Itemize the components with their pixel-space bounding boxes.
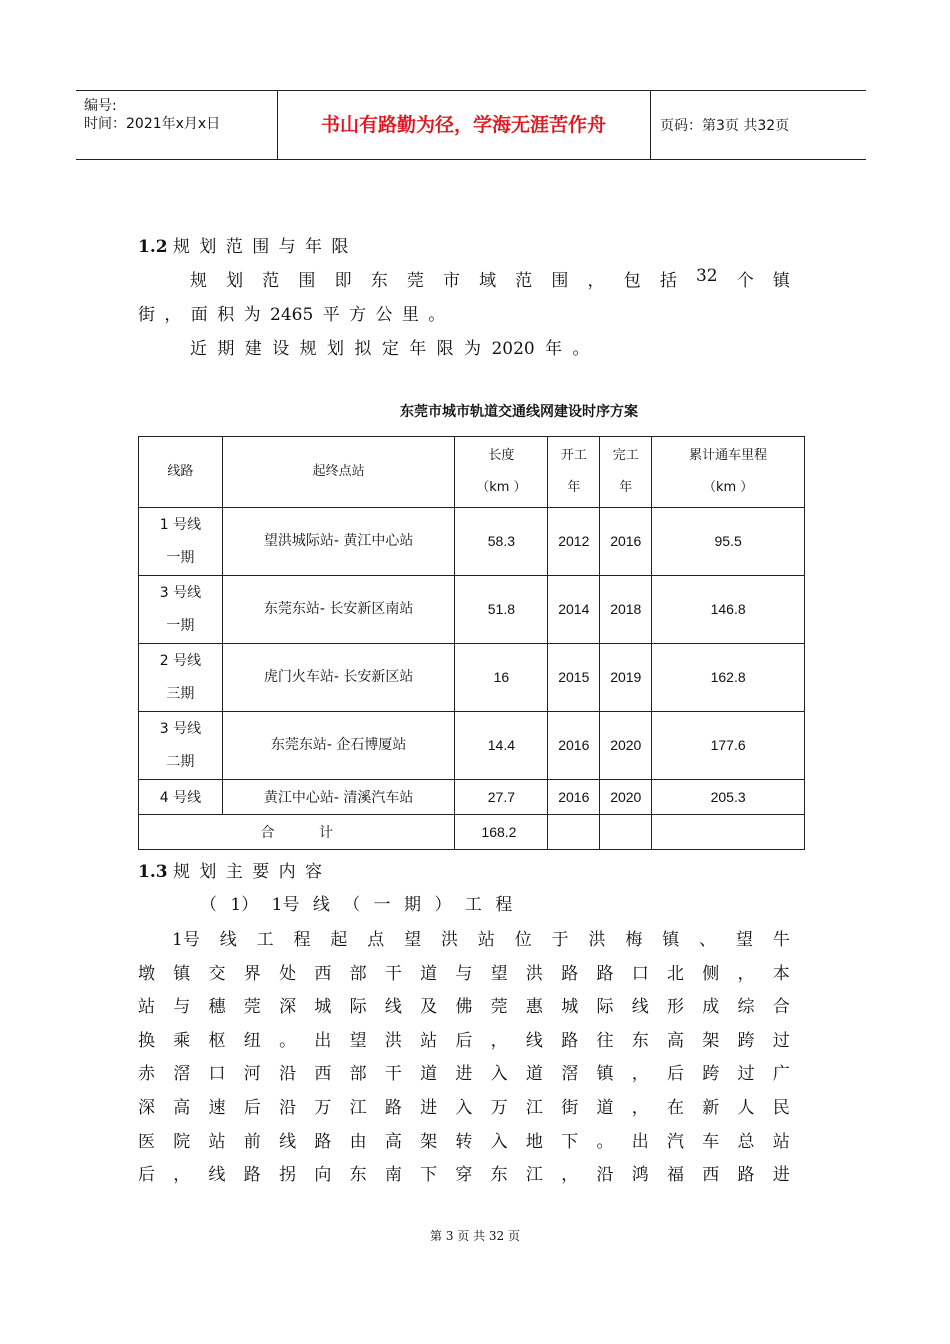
text-char: 镇 [662, 930, 680, 950]
text-char: 线 [208, 1165, 226, 1186]
line-name: 3 号线 [159, 584, 202, 601]
text-char: 、 [699, 930, 717, 950]
text-char: 穗 [208, 997, 226, 1018]
table-row [139, 576, 805, 644]
cell-length: 58.3 [455, 508, 548, 576]
table-header-row [139, 437, 805, 508]
text-char: 城 [314, 997, 332, 1018]
text-char: 江 [349, 1098, 367, 1118]
text-char: 即 [334, 271, 352, 291]
cell-end: 2016 [600, 508, 652, 576]
text-char: 线 [525, 1030, 543, 1051]
table-row [139, 644, 805, 712]
text-char: 进 [420, 1098, 438, 1118]
text-char: 路 [314, 1131, 332, 1152]
section-1-2-heading [138, 232, 350, 257]
cell-total-length: 168.2 [455, 815, 548, 850]
text-char: 下 [561, 1131, 579, 1152]
text-char: 32 [695, 266, 718, 286]
text-char: 出 [314, 1030, 332, 1051]
text-char: 穿 [455, 1165, 473, 1186]
text-char: 拐 [279, 1165, 297, 1186]
text-char: 道 [596, 1098, 614, 1118]
text-char: 赤 [138, 1064, 155, 1085]
text-char: 望 [349, 1030, 367, 1051]
text-char: 1号 [172, 930, 200, 950]
header-length-line2: （km ） [476, 480, 527, 495]
text-char: 转 [455, 1131, 473, 1152]
text-char: 纽 [243, 1030, 261, 1051]
line-phase: 三期 [166, 685, 195, 702]
cell-end: 2019 [600, 644, 652, 712]
body-line [138, 1093, 790, 1118]
header-end-year [600, 437, 652, 508]
table-row [139, 780, 805, 815]
text-char: 站 [138, 997, 155, 1018]
cell-end: 2018 [600, 576, 652, 644]
body-line [172, 925, 790, 950]
text-char: 进 [455, 1064, 473, 1085]
text-char: 前 [243, 1131, 261, 1152]
text-char: 惠 [525, 997, 543, 1018]
construction-schedule-table [138, 436, 805, 850]
header-start-year [548, 437, 600, 508]
cell-cumulative: 177.6 [652, 712, 805, 780]
text-char: 莞 [406, 271, 424, 291]
text-char: 部 [349, 1064, 367, 1085]
text-char: 入 [490, 1064, 508, 1085]
paragraph-year-limit: 近 期 建 设 规 划 拟 定 年 限 为 2020 年 。 [190, 339, 590, 359]
text-char: 望 [735, 930, 753, 950]
text-char: 线 [631, 997, 649, 1018]
header-start-line1: 开工 [560, 448, 587, 463]
text-char: 点 [367, 930, 385, 950]
text-char: 洪 [588, 930, 606, 950]
text-char: 佛 [455, 997, 473, 1018]
body-line [138, 1059, 790, 1084]
text-char: 括 [659, 271, 677, 291]
cell-empty [548, 815, 600, 850]
text-char: 东 [370, 271, 388, 291]
cell-line [139, 508, 223, 576]
text-char: ， [737, 963, 755, 984]
text-char: 莞 [243, 997, 261, 1018]
text-char: 合 [772, 997, 790, 1018]
cell-line [139, 576, 223, 644]
cell-length: 51.8 [455, 576, 548, 644]
text-char: 由 [349, 1131, 367, 1152]
text-char: 规 [190, 271, 207, 291]
text-char: 地 [525, 1131, 543, 1152]
header-page-info: 页码：第3页 共32页 [660, 118, 790, 134]
header-line: 线路 [139, 437, 223, 508]
cell-stations: 黄江中心站- 清溪汽车站 [222, 780, 455, 815]
line-name: 1 号线 [159, 516, 202, 533]
text-char: 洪 [384, 1030, 402, 1051]
text-char: 江 [525, 1098, 543, 1118]
text-char: 墩 [138, 963, 155, 984]
cell-line: 4 号线 [139, 780, 223, 815]
cell-line [139, 644, 223, 712]
text-char: 牛 [772, 930, 790, 950]
text-char: ， [587, 271, 605, 291]
text-char: 速 [208, 1098, 226, 1118]
text-char: ， [561, 1165, 579, 1186]
body-line [138, 959, 790, 984]
text-char: 起 [330, 930, 348, 950]
table-row [139, 712, 805, 780]
text-char: 梅 [625, 930, 643, 950]
text-char: ， [631, 1064, 649, 1085]
section-1-3-heading [138, 857, 324, 882]
cell-start: 2016 [548, 712, 600, 780]
text-char: 人 [737, 1098, 755, 1118]
line-phase: 二期 [166, 753, 195, 770]
text-char: 东 [631, 1030, 649, 1051]
text-char: 道 [525, 1064, 543, 1085]
text-char: 线 [384, 997, 402, 1018]
text-char: 与 [173, 997, 191, 1018]
header-motto: 书山有路勤为径，学海无涯苦作舟 [277, 91, 651, 159]
header-end-line1: 完工 [612, 448, 639, 463]
text-char: 干 [384, 1064, 402, 1085]
body-line [138, 1160, 790, 1185]
text-char: 干 [384, 963, 402, 984]
text-char: 汽 [666, 1131, 684, 1152]
text-char: 院 [173, 1131, 191, 1152]
body-line [138, 992, 790, 1017]
cell-length: 16 [455, 644, 548, 712]
text-char: 沿 [596, 1165, 614, 1186]
text-char: 后 [455, 1030, 473, 1051]
text-char: 位 [514, 930, 532, 950]
text-char: 口 [208, 1064, 226, 1085]
text-char: 跨 [702, 1064, 720, 1085]
text-char: 成 [702, 997, 720, 1018]
table-caption: 东莞市城市轨道交通线网建设时序方案 [400, 404, 638, 420]
text-char: 万 [314, 1098, 332, 1118]
cell-total-label: 合 计 [139, 815, 455, 850]
text-char: 望 [404, 930, 422, 950]
text-char: 市 [442, 271, 460, 291]
text-char: 河 [243, 1064, 261, 1085]
cell-line [139, 712, 223, 780]
text-char: 本 [772, 963, 790, 984]
text-char: 往 [596, 1030, 614, 1051]
text-char: 包 [623, 271, 641, 291]
text-char: 万 [490, 1098, 508, 1118]
text-char: 路 [596, 963, 614, 984]
cell-empty [600, 815, 652, 850]
line-name: 3 号线 [159, 720, 202, 737]
text-char: 架 [420, 1131, 438, 1152]
cell-stations: 东莞东站- 企石博厦站 [222, 712, 455, 780]
text-char: 医 [138, 1131, 155, 1152]
header-length-line1: 长度 [488, 448, 515, 463]
text-char: 架 [702, 1030, 720, 1051]
paragraph-scope-line-2: 街 ， 面 积 为 2465 平 方 公 里 。 [138, 305, 446, 325]
cell-cumulative: 146.8 [652, 576, 805, 644]
text-char: 域 [479, 271, 497, 291]
cell-cumulative: 95.5 [652, 508, 805, 576]
header-stations: 起终点站 [222, 437, 455, 508]
text-char: 洪 [440, 930, 458, 950]
text-char: 望 [490, 963, 508, 984]
text-char: 部 [349, 963, 367, 984]
text-char: 镇 [596, 1064, 614, 1085]
text-char: 民 [772, 1098, 790, 1118]
text-char: 沿 [279, 1064, 297, 1085]
text-char: 北 [666, 963, 684, 984]
text-char: 个 [736, 271, 754, 291]
text-char: 跨 [737, 1030, 755, 1051]
text-char: 入 [490, 1131, 508, 1152]
text-char: 在 [666, 1098, 684, 1118]
subsection-line-1-heading: （ 1） 1号 线 （ 一 期 ） 工 程 [200, 895, 513, 915]
table-row [139, 508, 805, 576]
text-char: 站 [420, 1030, 438, 1051]
text-char: 高 [173, 1098, 191, 1118]
header-start-line2: 年 [567, 480, 581, 495]
text-char: 界 [243, 963, 261, 984]
cell-stations: 望洪城际站- 黄江中心站 [222, 508, 455, 576]
text-char: 工 [256, 930, 274, 950]
cell-empty [652, 815, 805, 850]
text-char: 路 [561, 963, 579, 984]
text-char: 滘 [173, 1064, 191, 1085]
text-char: ， [490, 1030, 508, 1051]
text-char: 广 [772, 1064, 790, 1085]
text-char: 南 [384, 1165, 402, 1186]
text-char: 划 [226, 271, 244, 291]
text-char: 范 [515, 271, 533, 291]
text-char: 西 [314, 1064, 332, 1085]
cell-cumulative: 162.8 [652, 644, 805, 712]
text-char: 向 [314, 1165, 332, 1186]
text-char: 。 [596, 1131, 614, 1152]
header-meta-cell [76, 91, 278, 159]
header-end-line2: 年 [619, 480, 633, 495]
text-char: 路 [384, 1098, 402, 1118]
header-cum-line2: （km ） [702, 480, 754, 495]
text-char: 西 [702, 1165, 720, 1186]
text-char: 东 [349, 1165, 367, 1186]
text-char: 站 [208, 1131, 226, 1152]
text-char: 综 [737, 997, 755, 1018]
text-char: 道 [420, 1064, 438, 1085]
body-line [138, 1127, 790, 1152]
text-char: 路 [561, 1030, 579, 1051]
text-char: ， [631, 1098, 649, 1118]
text-char: 镇 [772, 271, 790, 291]
header-length [455, 437, 548, 508]
text-char: 镇 [173, 963, 191, 984]
section-number: 1.2 [138, 237, 168, 257]
text-char: 鸿 [631, 1165, 649, 1186]
text-char: 围 [551, 271, 569, 291]
text-char: 新 [702, 1098, 720, 1118]
text-char: 道 [420, 963, 438, 984]
text-char: 后 [666, 1064, 684, 1085]
cell-start: 2015 [548, 644, 600, 712]
text-char: 交 [208, 963, 226, 984]
text-char: 城 [561, 997, 579, 1018]
cell-cumulative: 205.3 [652, 780, 805, 815]
cell-start: 2016 [548, 780, 600, 815]
text-char: 深 [138, 1098, 155, 1118]
text-char: 于 [551, 930, 569, 950]
text-char: 后 [138, 1165, 155, 1186]
text-char: 与 [455, 963, 473, 984]
text-char: 出 [631, 1131, 649, 1152]
section-number: 1.3 [138, 862, 168, 882]
text-char: 高 [666, 1030, 684, 1051]
cell-end: 2020 [600, 712, 652, 780]
text-char: 换 [138, 1030, 155, 1051]
text-char: 侧 [702, 963, 720, 984]
text-char: 进 [772, 1165, 790, 1186]
text-char: 下 [420, 1165, 438, 1186]
text-char: 枢 [208, 1030, 226, 1051]
text-char: 江 [525, 1165, 543, 1186]
text-char: 际 [596, 997, 614, 1018]
text-char: 程 [293, 930, 311, 950]
text-char: 过 [737, 1064, 755, 1085]
text-char: ， [173, 1165, 191, 1186]
line-phase: 一期 [166, 617, 195, 634]
section-title: 规 划 范 围 与 年 限 [172, 237, 351, 257]
header-cumulative [652, 437, 805, 508]
text-char: 线 [219, 930, 237, 950]
text-char: 高 [384, 1131, 402, 1152]
doc-time-label: 时间：2021年x月x日 [84, 116, 221, 132]
body-line [138, 1026, 790, 1051]
text-char: 。 [279, 1030, 297, 1051]
text-char: 线 [279, 1131, 297, 1152]
cell-start: 2014 [548, 576, 600, 644]
text-char: 滘 [561, 1064, 579, 1085]
text-char: 路 [243, 1165, 261, 1186]
cell-stations: 东莞东站- 长安新区南站 [222, 576, 455, 644]
cell-length: 27.7 [455, 780, 548, 815]
cell-end: 2020 [600, 780, 652, 815]
text-char: 站 [772, 1131, 790, 1152]
text-char: 深 [279, 997, 297, 1018]
page-footer: 第 3 页 共 32 页 [430, 1229, 520, 1243]
header-cum-line1: 累计通车里程 [689, 448, 768, 463]
text-char: 范 [262, 271, 280, 291]
text-char: 车 [702, 1131, 720, 1152]
text-char: 莞 [490, 997, 508, 1018]
text-char: 及 [420, 997, 438, 1018]
section-title: 规 划 主 要 内 容 [172, 862, 325, 882]
text-char: 沿 [279, 1098, 297, 1118]
text-char: 口 [631, 963, 649, 984]
text-char: 站 [477, 930, 495, 950]
text-char: 围 [298, 271, 316, 291]
text-char: 西 [314, 963, 332, 984]
text-char: 总 [737, 1131, 755, 1152]
line-phase: 一期 [166, 549, 195, 566]
text-char: 洪 [525, 963, 543, 984]
text-char: 后 [243, 1098, 261, 1118]
doc-number-label: 编号: [84, 98, 117, 114]
text-char: 际 [349, 997, 367, 1018]
line-name: 2 号线 [159, 652, 202, 669]
text-char: 街 [561, 1098, 579, 1118]
text-char: 过 [772, 1030, 790, 1051]
cell-length: 14.4 [455, 712, 548, 780]
text-char: 路 [737, 1165, 755, 1186]
table-total-row [139, 815, 805, 850]
cell-start: 2012 [548, 508, 600, 576]
text-char: 东 [490, 1165, 508, 1186]
text-char: 乘 [173, 1030, 191, 1051]
document-header [76, 90, 866, 160]
text-char: 福 [666, 1165, 684, 1186]
cell-stations: 虎门火车站- 长安新区站 [222, 644, 455, 712]
text-char: 形 [666, 997, 684, 1018]
text-char: 入 [455, 1098, 473, 1118]
paragraph-scope-line-1 [190, 266, 790, 291]
text-char: 处 [279, 963, 297, 984]
